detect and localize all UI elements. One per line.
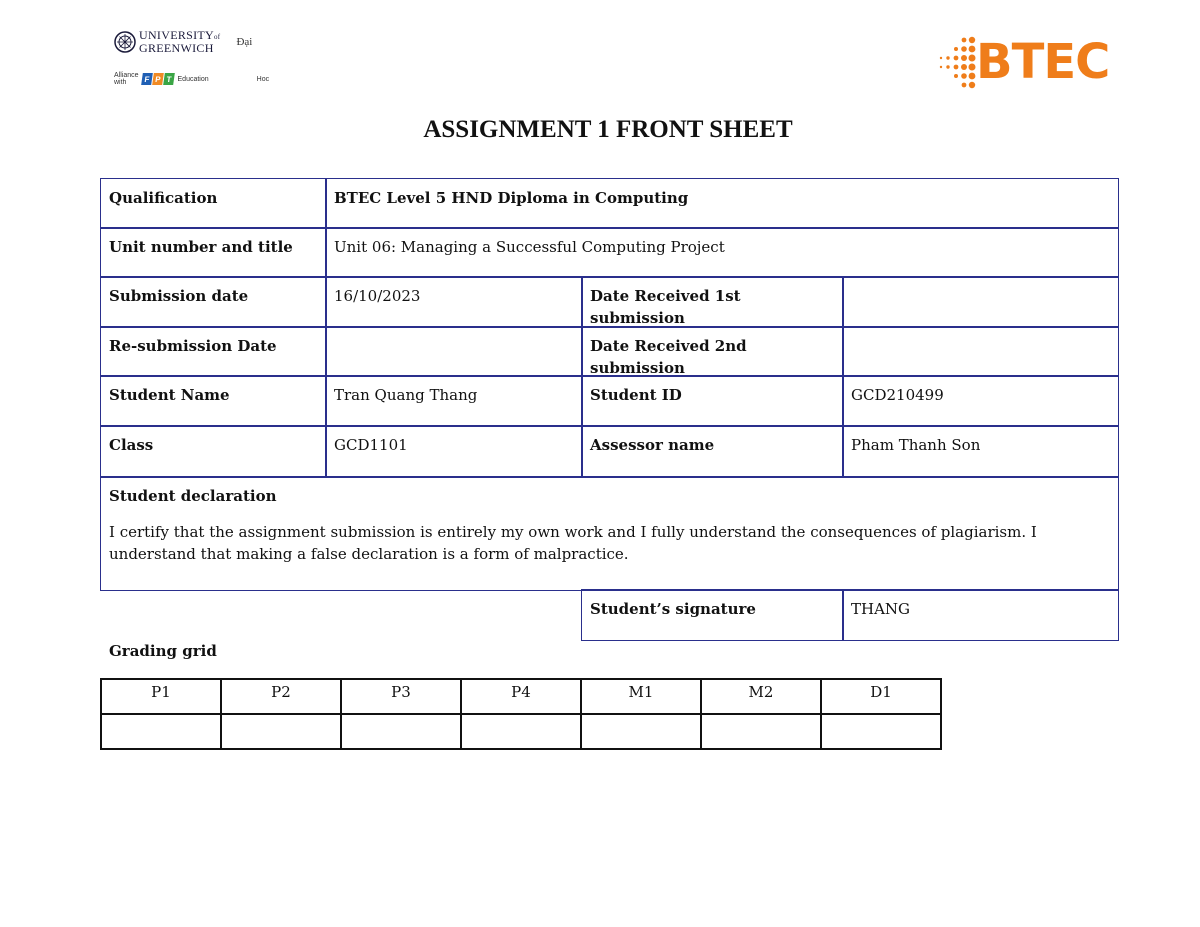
assessor-value: Pham Thanh Son xyxy=(842,425,1119,478)
unit-value: Unit 06: Managing a Successful Computing Project xyxy=(325,227,1119,278)
criteria-p4: P4 xyxy=(461,679,581,714)
fpt-logo: F P T xyxy=(142,73,175,85)
qualification-value: BTEC Level 5 HND Diploma in Computing xyxy=(325,178,1119,229)
mark-p4 xyxy=(461,714,581,749)
declaration-text: I certify that the assignment submission is entirely my own work and I fully understand the consequences of plagiarism. I understand that making a false declaration is a form of malpractice. xyxy=(109,523,1037,563)
unit-label: Unit number and title xyxy=(100,227,327,278)
criteria-p2: P2 xyxy=(221,679,341,714)
university-name: UNIVERSITYof GREENWICH xyxy=(139,28,221,55)
class-value: GCD1101 xyxy=(325,425,583,478)
page-title: ASSIGNMENT 1 FRONT SHEET xyxy=(423,116,793,143)
dots-icon xyxy=(936,34,976,90)
signature-value: THANG xyxy=(842,589,1119,641)
class-label: Class xyxy=(100,425,327,478)
qualification-label: Qualification xyxy=(100,178,327,229)
declaration-title: Student declaration xyxy=(109,487,277,505)
grading-grid xyxy=(100,678,942,750)
grading-grid-label: Grading grid xyxy=(109,642,217,660)
criteria-m2: M2 xyxy=(701,679,821,714)
student-id-label: Student ID xyxy=(581,375,844,427)
student-name-label: Student Name xyxy=(100,375,327,427)
date-received-1-label: Date Received 1st submission xyxy=(581,276,844,328)
grading-criteria-row xyxy=(101,679,941,714)
crest-icon xyxy=(114,31,136,53)
student-id-value: GCD210499 xyxy=(842,375,1119,427)
btec-wordmark: BTEC xyxy=(976,34,1110,90)
submission-date-label: Submission date xyxy=(100,276,327,328)
alliance-line: Alliance with F P T Education Hoc xyxy=(114,72,270,86)
criteria-d1: D1 xyxy=(821,679,941,714)
mark-m2 xyxy=(701,714,821,749)
mark-d1 xyxy=(821,714,941,749)
mark-p3 xyxy=(341,714,461,749)
date-received-2-value xyxy=(842,326,1119,377)
signature-label: Student’s signature xyxy=(581,589,844,641)
mark-m1 xyxy=(581,714,701,749)
criteria-p1: P1 xyxy=(101,679,221,714)
university-tag: Đại xyxy=(236,36,253,48)
grading-marks-row xyxy=(101,714,941,749)
date-received-1-value xyxy=(842,276,1119,328)
university-logo xyxy=(114,28,270,94)
resubmission-value xyxy=(325,326,583,377)
student-declaration xyxy=(100,476,1119,591)
resubmission-label: Re-submission Date xyxy=(100,326,327,377)
mark-p2 xyxy=(221,714,341,749)
date-received-2-label: Date Received 2nd submission xyxy=(581,326,844,377)
submission-date-value: 16/10/2023 xyxy=(325,276,583,328)
mark-p1 xyxy=(101,714,221,749)
assessor-label: Assessor name xyxy=(581,425,844,478)
criteria-p3: P3 xyxy=(341,679,461,714)
btec-logo xyxy=(936,32,1122,92)
student-name-value: Tran Quang Thang xyxy=(325,375,583,427)
criteria-m1: M1 xyxy=(581,679,701,714)
